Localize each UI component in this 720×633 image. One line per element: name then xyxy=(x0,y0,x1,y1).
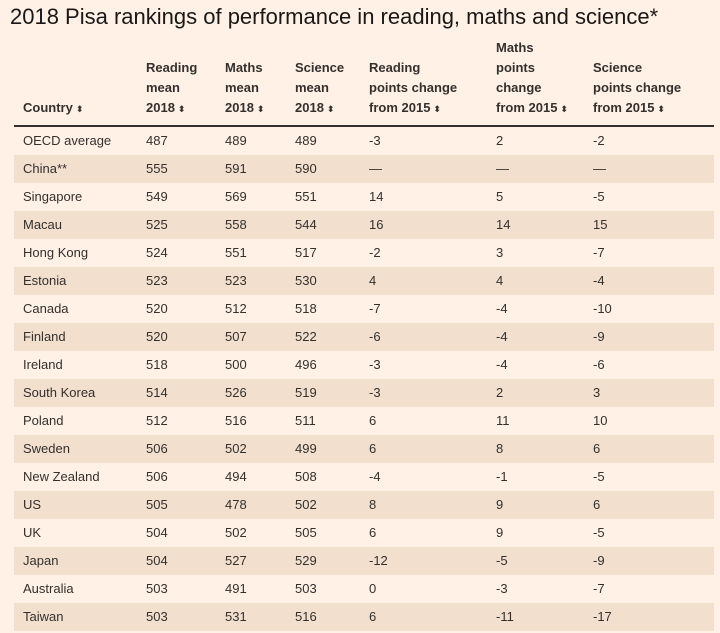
value-cell: 551 xyxy=(295,189,317,204)
value-cell: -4 xyxy=(487,323,584,351)
column-header-label: Science points change from 2015 xyxy=(593,60,682,115)
value-cell: 2 xyxy=(496,133,504,148)
sort-arrows-icon[interactable]: ⬍ xyxy=(256,104,265,114)
value-cell: -1 xyxy=(496,469,508,484)
value-cell: -2 xyxy=(369,245,381,260)
value-cell: 489 xyxy=(295,133,317,148)
value-cell: 519 xyxy=(286,379,360,407)
table-header-row xyxy=(14,38,714,126)
value-cell: -3 xyxy=(360,379,487,407)
table-row xyxy=(14,407,714,435)
value-cell: 530 xyxy=(286,267,360,295)
country-cell: Poland xyxy=(23,413,64,428)
value-cell: 505 xyxy=(295,525,317,540)
column-header-label: Reading mean 2018 xyxy=(146,60,198,115)
value-cell: 525 xyxy=(137,211,216,239)
value-cell: -4 xyxy=(369,469,381,484)
country-cell: Macau xyxy=(14,211,137,239)
value-cell: 2 xyxy=(487,379,584,407)
table-row xyxy=(14,379,714,407)
value-cell: 507 xyxy=(216,323,286,351)
value-cell: 502 xyxy=(216,435,286,463)
country-cell: Sweden xyxy=(14,435,137,463)
value-cell: 523 xyxy=(137,267,216,295)
value-cell: 520 xyxy=(137,323,216,351)
value-cell: -11 xyxy=(487,603,584,631)
table-row xyxy=(14,295,714,323)
value-cell: 526 xyxy=(216,379,286,407)
value-cell: 523 xyxy=(216,267,286,295)
value-cell: 478 xyxy=(216,491,286,519)
sort-arrows-icon[interactable]: ⬍ xyxy=(75,104,84,114)
column-header-4[interactable] xyxy=(360,38,487,126)
sort-arrows-icon[interactable]: ⬍ xyxy=(177,104,186,114)
value-cell: 504 xyxy=(137,547,216,575)
value-cell: 11 xyxy=(496,413,510,428)
value-cell: 6 xyxy=(584,435,714,463)
sort-arrows-icon[interactable]: ⬍ xyxy=(560,104,568,114)
country-cell: US xyxy=(14,491,137,519)
value-cell: -3 xyxy=(369,133,381,148)
value-cell: -9 xyxy=(584,323,714,351)
country-cell: Taiwan xyxy=(14,603,137,631)
value-cell: 531 xyxy=(216,603,286,631)
column-header-label: Reading points change from 2015 xyxy=(369,60,458,115)
sort-arrows-icon[interactable]: ⬍ xyxy=(657,104,665,114)
column-header-label: Science mean 2018 xyxy=(295,60,345,115)
value-cell: 522 xyxy=(286,323,360,351)
country-cell: China** xyxy=(14,155,137,183)
sort-arrows-icon[interactable]: ⬍ xyxy=(326,104,335,114)
column-header-6[interactable] xyxy=(584,38,714,126)
value-cell: -5 xyxy=(487,547,584,575)
value-cell: 518 xyxy=(295,301,317,316)
value-cell: 549 xyxy=(146,189,168,204)
country-cell: Estonia xyxy=(14,267,137,295)
value-cell: 0 xyxy=(369,581,377,596)
value-cell: 514 xyxy=(137,379,216,407)
country-cell: Japan xyxy=(14,547,137,575)
country-cell: Australia xyxy=(23,581,74,596)
value-cell: -5 xyxy=(593,469,605,484)
column-header-2[interactable] xyxy=(216,38,286,126)
value-cell: 569 xyxy=(225,189,247,204)
value-cell: 6 xyxy=(360,603,487,631)
value-cell: 520 xyxy=(146,301,168,316)
value-cell: 506 xyxy=(146,469,168,484)
value-cell: 502 xyxy=(286,491,360,519)
value-cell: 14 xyxy=(487,211,584,239)
value-cell: -12 xyxy=(360,547,487,575)
value-cell: 16 xyxy=(360,211,487,239)
value-cell: 489 xyxy=(225,133,247,148)
value-cell: 14 xyxy=(369,189,384,204)
column-header-label: Maths mean 2018 xyxy=(225,60,263,115)
table-row xyxy=(14,435,714,463)
table-row xyxy=(14,575,714,603)
value-cell: 6 xyxy=(369,525,377,540)
value-cell: 506 xyxy=(137,435,216,463)
value-cell: 6 xyxy=(369,413,377,428)
table-row xyxy=(14,323,714,351)
value-cell: 15 xyxy=(584,211,714,239)
value-cell: 491 xyxy=(225,581,247,596)
value-cell: -9 xyxy=(584,547,714,575)
value-cell: 517 xyxy=(295,245,317,260)
country-cell: Ireland xyxy=(23,357,63,372)
value-cell: 512 xyxy=(146,413,168,428)
value-cell: 6 xyxy=(584,491,714,519)
table-row xyxy=(14,491,714,519)
value-cell: 555 xyxy=(137,155,216,183)
value-cell: 511 xyxy=(295,413,316,428)
value-cell: 508 xyxy=(295,469,317,484)
value-cell: -7 xyxy=(369,301,381,316)
value-cell: 8 xyxy=(360,491,487,519)
table-row xyxy=(14,183,714,211)
value-cell: -3 xyxy=(369,357,381,372)
value-cell: 3 xyxy=(496,245,504,260)
value-cell: -5 xyxy=(593,525,605,540)
value-cell: 516 xyxy=(225,413,247,428)
value-cell: 5 xyxy=(496,189,504,204)
value-cell: -4 xyxy=(584,267,714,295)
value-cell: 4 xyxy=(487,267,584,295)
value-cell: 503 xyxy=(137,603,216,631)
country-cell: Hong Kong xyxy=(23,245,89,260)
value-cell: -2 xyxy=(593,133,605,148)
column-header-1[interactable] xyxy=(137,38,216,126)
value-cell: 544 xyxy=(286,211,360,239)
value-cell: 10 xyxy=(593,413,608,428)
value-cell: 505 xyxy=(137,491,216,519)
value-cell: 500 xyxy=(225,357,247,372)
value-cell: 9 xyxy=(496,525,504,540)
value-cell: 503 xyxy=(295,581,317,596)
value-cell: 590 xyxy=(286,155,360,183)
column-header-label: Maths points change from 2015 xyxy=(496,40,558,115)
country-cell: UK xyxy=(23,525,42,540)
value-cell: 551 xyxy=(225,245,247,260)
value-cell: 527 xyxy=(216,547,286,575)
value-cell: 591 xyxy=(216,155,286,183)
value-cell: -5 xyxy=(593,189,605,204)
value-cell: 8 xyxy=(487,435,584,463)
value-cell: -7 xyxy=(593,581,605,596)
country-cell: South Korea xyxy=(14,379,137,407)
value-cell: 6 xyxy=(360,435,487,463)
value-cell: 518 xyxy=(146,357,168,372)
table-row xyxy=(14,211,714,239)
value-cell: — xyxy=(584,155,714,183)
value-cell: 4 xyxy=(360,267,487,295)
value-cell: 512 xyxy=(225,301,247,316)
sort-arrows-icon[interactable]: ⬍ xyxy=(433,104,441,114)
value-cell: -4 xyxy=(496,357,508,372)
table-row xyxy=(14,351,714,379)
value-cell: — xyxy=(360,155,487,183)
table-row xyxy=(14,126,714,155)
value-cell: 529 xyxy=(286,547,360,575)
value-cell: 499 xyxy=(286,435,360,463)
value-cell: 496 xyxy=(295,357,317,372)
country-cell: OECD average xyxy=(23,133,112,148)
table-body xyxy=(14,126,714,631)
value-cell: 3 xyxy=(584,379,714,407)
value-cell: 487 xyxy=(146,133,168,148)
country-cell: Canada xyxy=(23,301,69,316)
value-cell: 524 xyxy=(146,245,168,260)
column-header-3[interactable] xyxy=(286,38,360,126)
country-cell: Singapore xyxy=(23,189,83,204)
column-header-label: Country xyxy=(23,100,73,115)
country-cell: New Zealand xyxy=(23,469,100,484)
value-cell: -4 xyxy=(496,301,508,316)
value-cell: 9 xyxy=(487,491,584,519)
value-cell: 504 xyxy=(146,525,168,540)
value-cell: 516 xyxy=(286,603,360,631)
country-cell: Finland xyxy=(14,323,137,351)
column-header-5[interactable] xyxy=(487,38,584,126)
table-row xyxy=(14,155,714,183)
value-cell: 558 xyxy=(216,211,286,239)
page-title: 2018 Pisa rankings of performance in reading, maths and science* xyxy=(10,4,659,29)
value-cell: 502 xyxy=(225,525,247,540)
column-header-0[interactable] xyxy=(14,38,137,126)
table-row xyxy=(14,267,714,295)
value-cell: 503 xyxy=(146,581,168,596)
table-row xyxy=(14,547,714,575)
value-cell: -7 xyxy=(593,245,605,260)
value-cell: -6 xyxy=(360,323,487,351)
value-cell: -3 xyxy=(496,581,508,596)
table-row xyxy=(14,239,714,267)
value-cell: 494 xyxy=(225,469,247,484)
value-cell: — xyxy=(487,155,584,183)
value-cell: -6 xyxy=(593,357,605,372)
rankings-table xyxy=(14,38,714,631)
table-row xyxy=(14,519,714,547)
table-row xyxy=(14,463,714,491)
table-row xyxy=(14,603,714,631)
value-cell: -17 xyxy=(584,603,714,631)
value-cell: -10 xyxy=(593,301,612,316)
